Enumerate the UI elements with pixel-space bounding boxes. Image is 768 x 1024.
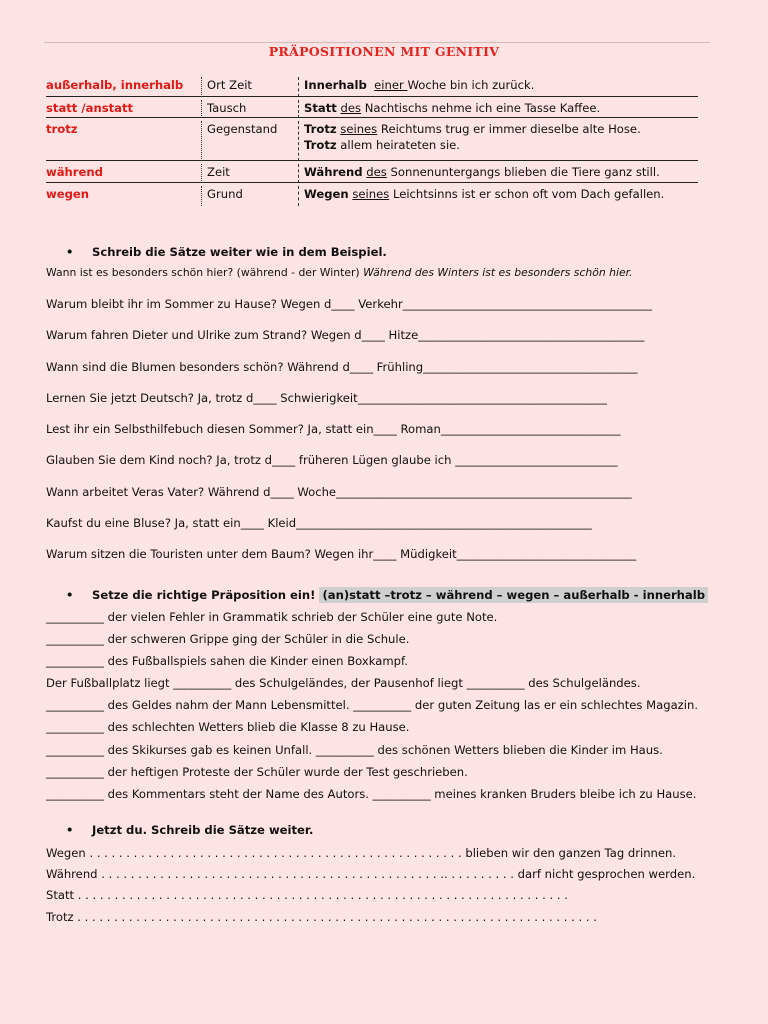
exercise2-lines xyxy=(46,610,698,809)
table-row xyxy=(46,74,698,97)
exercise-line[interactable]: Warum bleibt ihr im Sommer zu Hause? Wegen d____ Verkehr___________________________________________ xyxy=(46,297,653,311)
preposition-cell: außerhalb, innerhalb xyxy=(46,78,184,92)
preposition-options: (an)statt –trotz – während – wegen – außerhalb - innerhalb xyxy=(319,587,708,603)
preposition-cell: trotz xyxy=(46,122,78,136)
bullet-icon: • xyxy=(66,823,74,837)
preposition-cell: während xyxy=(46,165,103,179)
fill-in-line[interactable]: __________ des Kommentars steht der Name des Autors. __________ meines kranken Bruders bleibe ich zu Hause. xyxy=(46,786,697,801)
meaning-cell: Grund xyxy=(207,187,243,201)
example-sentence: Wann ist es besonders schön hier? (während - der Winter) Während des Winters ist es besonders schön hier. xyxy=(46,266,633,279)
exercise-line[interactable]: Lernen Sie jetzt Deutsch? Ja, trotz d____ Schwierigkeit___________________________________________ xyxy=(46,390,607,405)
fill-in-line[interactable]: __________ des Fußballspiels sahen die Kinder einen Boxkampf. xyxy=(46,654,408,669)
example-cell: Wegen seines Leichtsinns ist er schon oft vom Dach gefallen. xyxy=(304,187,665,201)
example-cell: Statt des Nachtischs nehme ich eine Tasse Kaffee. xyxy=(304,101,601,115)
exercise1-lines xyxy=(46,297,652,579)
table-row xyxy=(46,183,698,205)
preposition-table xyxy=(46,74,698,205)
meaning-cell: Zeit xyxy=(207,165,230,179)
exercise-line[interactable]: Glauben Sie dem Kind noch? Ja, trotz d____ früheren Lügen glaube ich ____________________________ xyxy=(46,453,618,468)
bullet-icon: • xyxy=(66,245,74,259)
fill-in-line[interactable]: __________ der heftigen Proteste der Schüler wurde der Test geschrieben. xyxy=(46,764,468,779)
continuation-line[interactable]: Wegen . . . . . . . . . . . . . . . . . . . . . . . . . . . . . . . . . . . . . . . . . . . . . . . . . . . blieben wir den ganzen Tag drinnen. xyxy=(46,846,677,860)
table-row xyxy=(46,97,698,118)
exercise-line[interactable]: Warum sitzen die Touristen unter dem Baum? Wegen ihr____ Müdigkeit_______________________________ xyxy=(46,547,637,562)
exercise-line[interactable]: Kaufst du eine Bluse? Ja, statt ein____ Kleid___________________________________________________ xyxy=(46,516,592,531)
exercise1-heading: • Schreib die Sätze weiter wie in dem Beispiel. xyxy=(66,245,387,259)
meaning-cell: Gegenstand xyxy=(207,122,278,136)
continuation-line[interactable]: Trotz . . . . . . . . . . . . . . . . . . . . . . . . . . . . . . . . . . . . . . . . . . . . . . . . . . . . . . . . . . . . . . . . . . . . . . . xyxy=(46,909,597,924)
continuation-line[interactable]: Während . . . . . . . . . . . . . . . . . . . . . . . . . . . . . . . . . . . . . . . . . . . . . . .. . . . . . . . . . darf nicht gesprochen werden. xyxy=(46,867,696,882)
exercise-line[interactable]: Lest ihr ein Selbsthilfebuch diesen Sommer? Ja, statt ein____ Roman_______________________________ xyxy=(46,422,621,437)
example-cell: Während des Sonnenuntergangs blieben die Tiere ganz still. xyxy=(304,165,660,179)
preposition-cell: statt /anstatt xyxy=(46,101,134,115)
table-row xyxy=(46,118,698,161)
table-row xyxy=(46,161,698,183)
exercise-line[interactable]: Wann sind die Blumen besonders schön? Während d____ Frühling_____________________________________ xyxy=(46,359,638,374)
exercise-line[interactable]: Warum fahren Dieter und Ulrike zum Strand? Wegen d____ Hitze_______________________________________ xyxy=(46,328,645,343)
fill-in-line[interactable]: __________ des Skikurses gab es keinen Unfall. __________ des schönen Wetters blieben die Kinder im Haus. xyxy=(46,742,663,757)
exercise3-heading: • Jetzt du. Schreib die Sätze weiter. xyxy=(66,823,314,837)
fill-in-line[interactable]: __________ der schweren Grippe ging der Schüler in die Schule. xyxy=(46,632,410,647)
top-rule xyxy=(44,42,710,43)
page-title: PRÄPOSITIONEN MIT GENITIV xyxy=(268,44,500,59)
fill-in-line[interactable]: __________ des Geldes nahm der Mann Lebensmittel. __________ der guten Zeitung las er ein schlechtes Magazin. xyxy=(46,698,699,713)
example-cell: Trotz seines Reichtums trug er immer dieselbe alte Hose. Trotz allem heirateten sie. xyxy=(304,122,641,152)
fill-in-line[interactable]: __________ des schlechten Wetters blieb die Klasse 8 zu Hause. xyxy=(46,720,410,735)
meaning-cell: Ort Zeit xyxy=(207,78,252,92)
meaning-cell: Tausch xyxy=(207,101,247,115)
fill-in-line[interactable]: Der Fußballplatz liegt __________ des Schulgeländes, der Pausenhof liegt __________ des Schulgeländes. xyxy=(46,676,641,691)
fill-in-line[interactable]: __________ der vielen Fehler in Grammatik schrieb der Schüler eine gute Note. xyxy=(46,610,498,624)
exercise2-heading: • Setze die richtige Präposition ein! (an)statt –trotz – während – wegen – außerhalb - innerhalb xyxy=(70,588,708,602)
continuation-line[interactable]: Statt . . . . . . . . . . . . . . . . . . . . . . . . . . . . . . . . . . . . . . . . . . . . . . . . . . . . . . . . . . . . . . . . . . . xyxy=(46,888,568,903)
example-cell: Innerhalb einer Woche bin ich zurück. xyxy=(304,78,535,92)
bullet-icon: • xyxy=(66,588,74,602)
preposition-cell: wegen xyxy=(46,187,89,201)
exercise3-lines xyxy=(46,846,695,931)
exercise-line[interactable]: Wann arbeitet Veras Vater? Während d____ Woche___________________________________________________ xyxy=(46,484,632,499)
